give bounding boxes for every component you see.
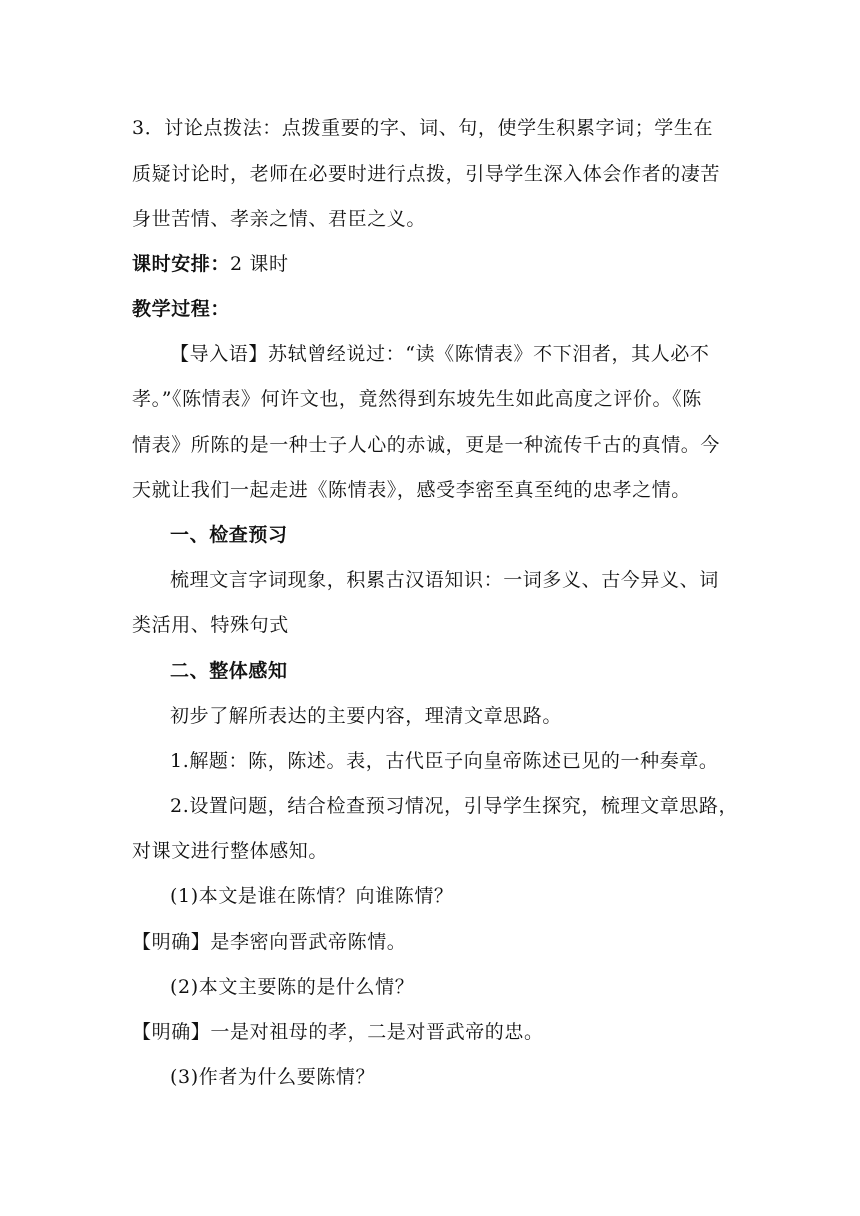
schedule-label: 课时安排：: [132, 253, 231, 275]
answer-1: 【明确】是李密向晋武帝陈情。: [132, 931, 407, 953]
process-heading: 教学过程：: [132, 298, 231, 320]
method-line-3: 身世苦情、孝亲之情、君臣之义。: [132, 208, 427, 230]
section1-heading: 一、检查预习: [170, 524, 288, 546]
intro-line-3: 情表》所陈的是一种士子人心的赤诚，更是一种流传千古的真情。今: [132, 434, 721, 456]
intro-line-2: 孝。”《陈情表》何许文也，竟然得到东坡先生如此高度之评价。《陈: [132, 388, 702, 410]
intro-line-1: 【导入语】苏轼曾经说过：“读《陈情表》不下泪者，其人必不: [170, 343, 710, 365]
schedule-value: 2 课时: [230, 253, 289, 275]
intro-line-4: 天就让我们一起走进《陈情表》，感受李密至真至纯的忠孝之情。: [132, 479, 691, 501]
method-line-1: 3．讨论点拨法：点拨重要的字、词、句，使学生积累字词；学生在: [132, 117, 714, 139]
question-1: (1)本文是谁在陈情？向谁陈情？: [170, 885, 454, 907]
schedule-line: [132, 250, 860, 278]
question-3: (3)作者为什么要陈情？: [170, 1066, 376, 1088]
question-2: (2)本文主要陈的是什么情？: [170, 976, 415, 998]
section2-line-3: 2.设置问题，结合检查预习情况，引导学生探究，梳理文章思路，: [170, 795, 739, 817]
answer-2: 【明确】一是对祖母的孝，二是对晋武帝的忠。: [132, 1021, 544, 1043]
section2-line-4: 对课文进行整体感知。: [132, 840, 329, 862]
method-line-2: 质疑讨论时，老师在必要时进行点拨，引导学生深入体会作者的凄苦: [132, 163, 721, 185]
section2-heading: 二、整体感知: [170, 660, 288, 682]
section2-line-1: 初步了解所表达的主要内容，理清文章思路。: [170, 705, 563, 727]
section1-line-2: 类活用、特殊句式: [132, 614, 289, 636]
section1-line-1: 梳理文言字词现象，积累古汉语知识：一词多义、古今异义、词: [170, 569, 719, 591]
section2-line-2: 1.解题：陈，陈述。表，古代臣子向皇帝陈述已见的一种奏章。: [170, 750, 719, 772]
